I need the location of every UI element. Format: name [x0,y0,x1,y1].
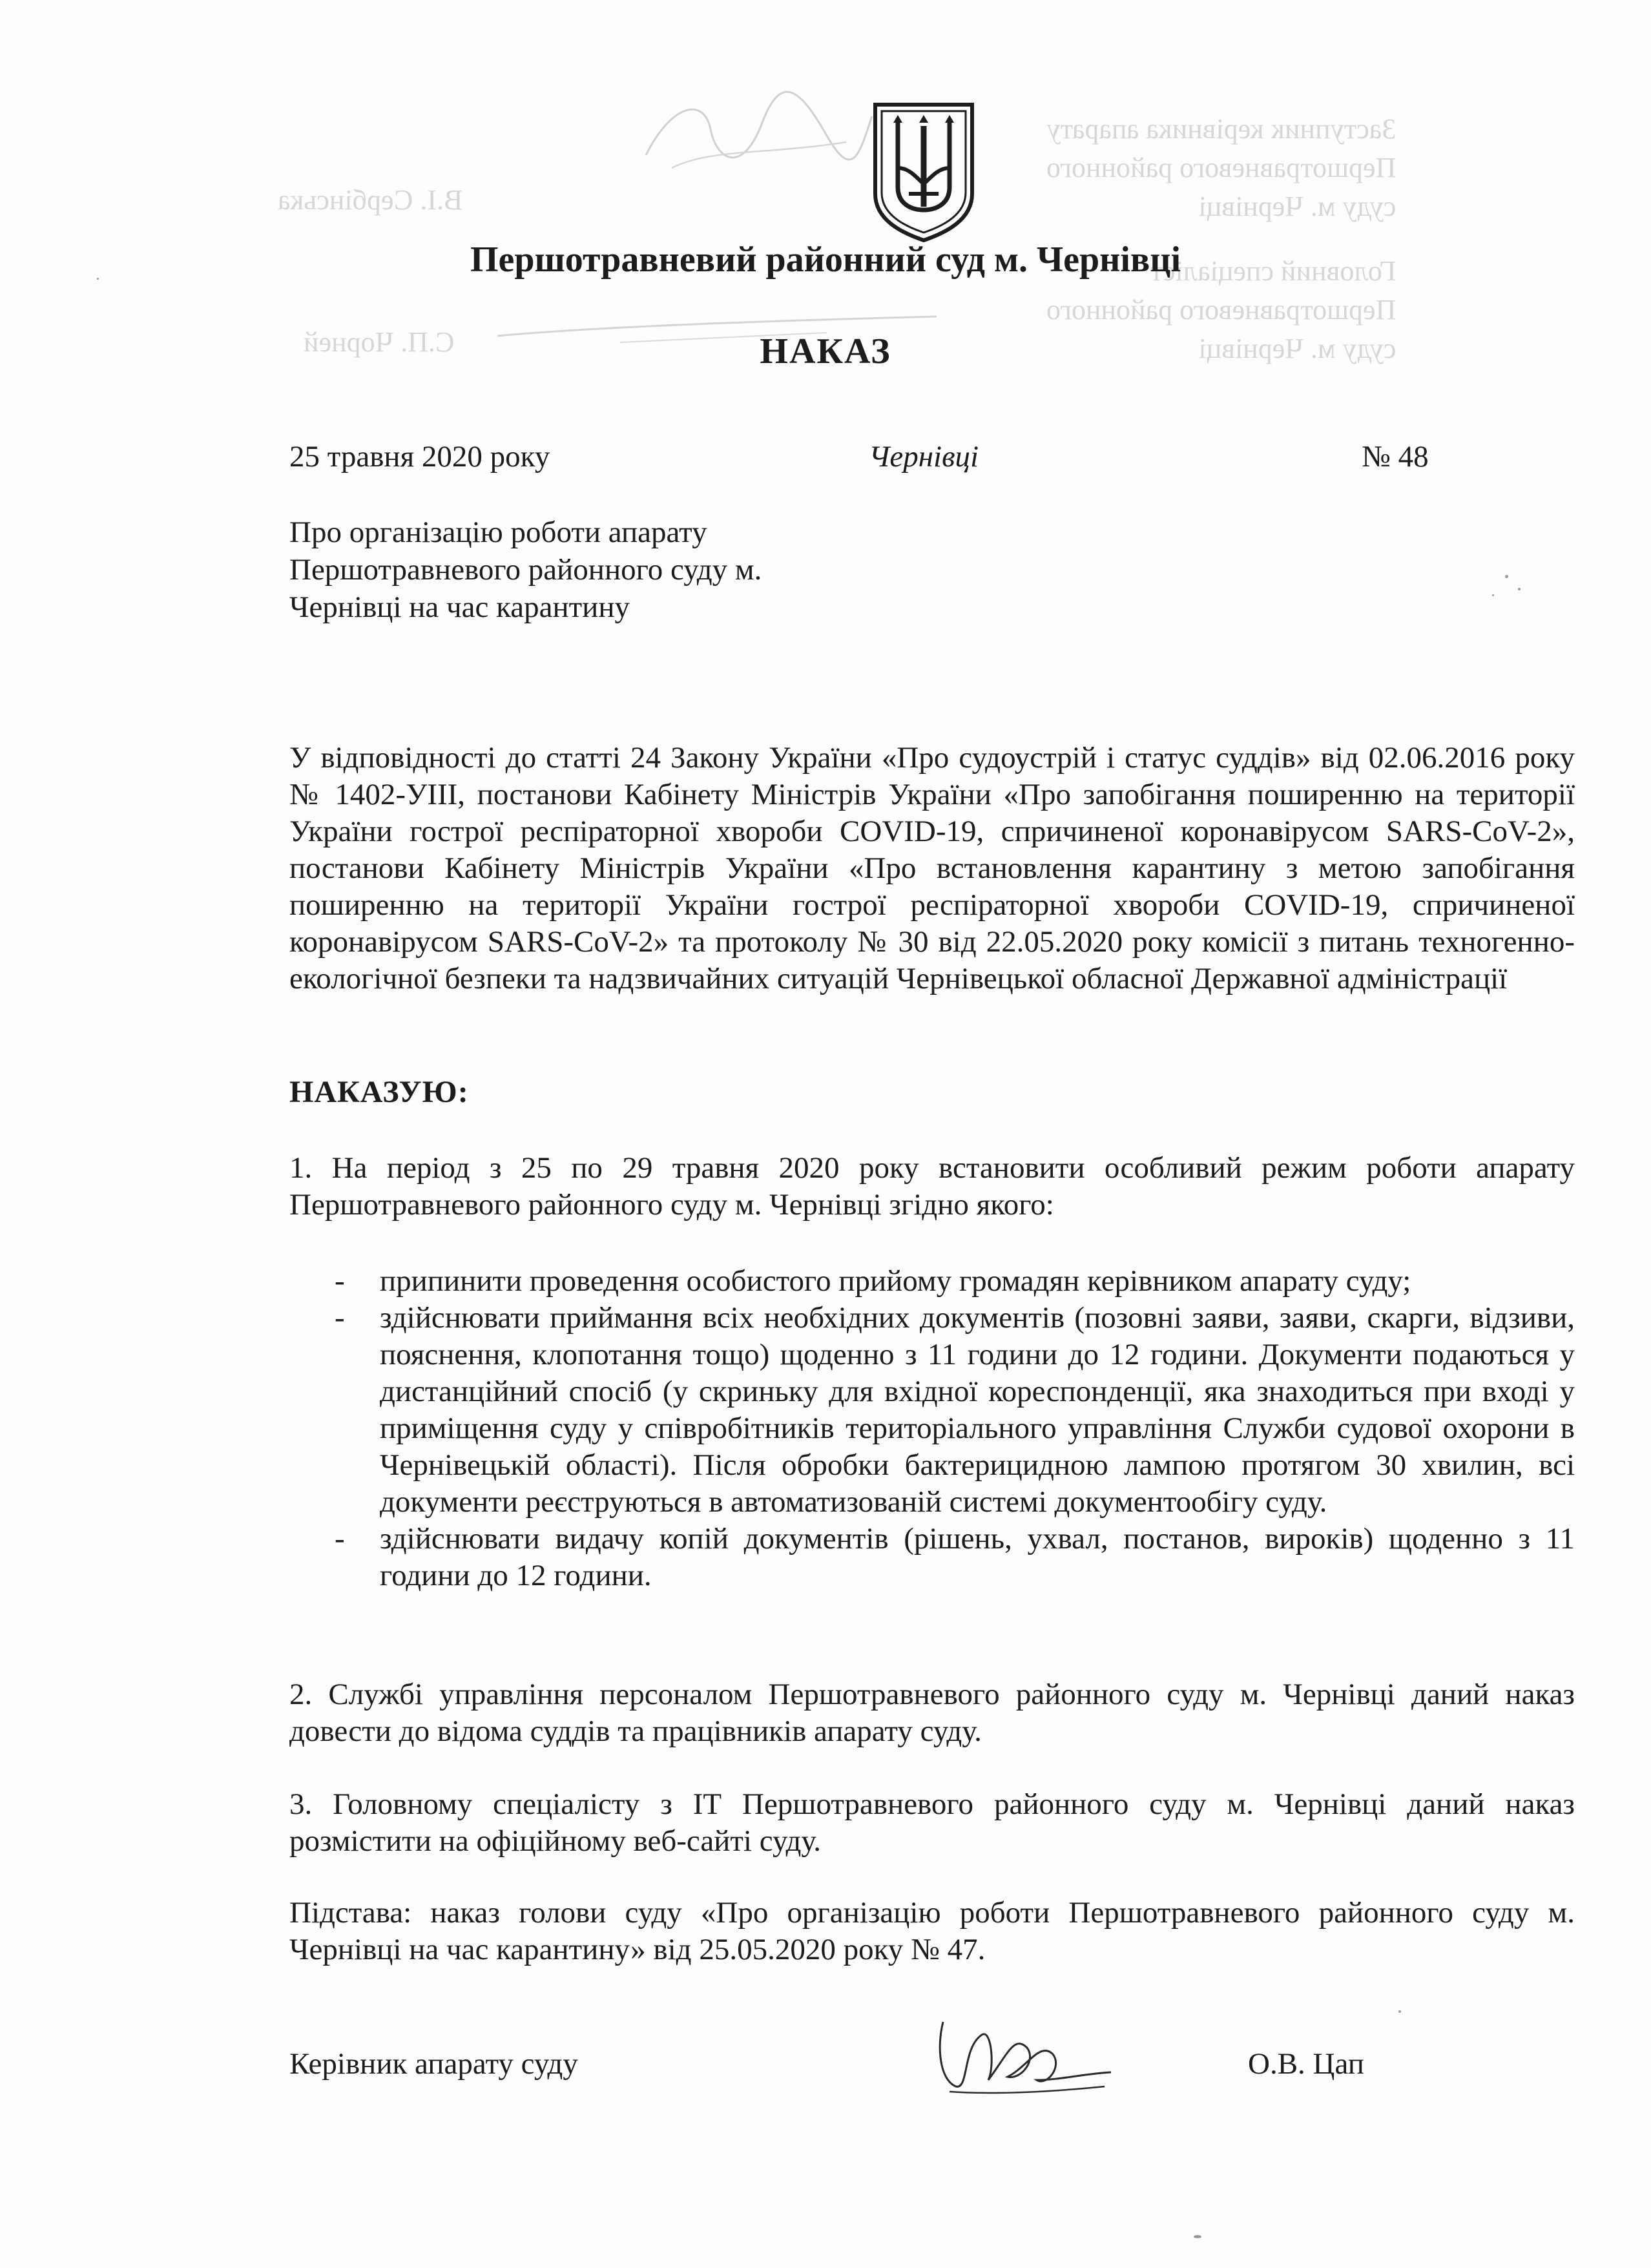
bleed-through-line: суду м. Чернівці [1198,191,1397,222]
order-preamble: У відповідності до статті 24 Закону України «Про судоустрій і статус суддів» від 02.06.2016 року № 1402-УІІІ, постанови Кабінету Міністрів України «Про запобігання поширенню на території України гострої респіраторної хвороби COVID-19, спричиненої коронавірусом SARS-CoV-2», постанови Кабінету Міністрів України «Про встановлення карантину з метою запобігання поширенню на території України гострої респіраторної хвороби COVID-19, спричиненої коронавірусом SARS-CoV-2» та протоколу № 30 від 22.05.2020 року комісії з питань техногенно-екологічної безпеки та надзвичайних ситуацій Чернівецької обласної Державної адміністрації [289,741,1575,995]
list-item-text: здійснювати приймання всіх необхідних документів (позовні заяви, заяви, скарги, відзиви, пояснення, клопотання тощо) щоденно з 11 години до 12 години. Документи подаються у дистанційний спосіб (у скриньку для вхідної кореспонденції, яка знаходиться при вході у приміщення суду у співробітників територіального управління Служби судової охорони в Чернівецькій області). Після обробки бактерицидною лампою протягом 30 хвилин, всі документи реєструються в автоматизованій системі документообігу суду. [380,1301,1575,1519]
dash-bullet: - [335,1522,345,1555]
bleed-through-name: В.І. Сербінська [278,184,463,216]
order-heading: НАКАЗУЮ: [289,1075,469,1109]
list-item [335,1300,1575,1521]
bleed-through-line: Першотравневого районного [1046,152,1397,183]
scan-speck [1398,2010,1401,2013]
order-item-1-list [335,1263,1575,1594]
order-subject: Про організацію роботи апарату Першотравневого районного суду м. Чернівці на час карантину [289,515,762,624]
handwritten-signature [930,2009,1117,2099]
bleed-through-name: С.П. Чорней [304,326,455,358]
bleed-through-line: Головний спеціаліст [1150,255,1397,287]
order-item-2: 2. Службі управління персоналом Першотравневого районного суду м. Чернівці даний наказ довести до відома суддів та працівників апарату суду. [289,1678,1575,1748]
scan-speck [1505,575,1508,578]
bleed-through-text [1046,110,1396,226]
order-item-3: 3. Головному спеціалісту з ІТ Першотравневого районного суду м. Чернівці даний наказ розмістити на офіційному веб-сайті суду. [289,1787,1575,1858]
order-city: Чернівці [869,440,979,473]
list-item [335,1521,1575,1594]
bleed-through-line: суду м. Чернівці [1198,333,1397,364]
order-item-1: 1. На період з 25 по 29 травня 2020 року встановити особливий режим роботи апарату Першотравневого районного суду м. Чернівці згідно якого: [289,1151,1575,1222]
order-date: 25 травня 2020 року [289,440,550,473]
bleed-through-signature [633,78,878,187]
order-number: № 48 [1362,440,1429,473]
signatory-role: Керівник апарату суду [289,2047,578,2081]
list-item-text: здійснювати видачу копій документів (рішень, ухвал, постанов, вироків) щоденно з 11 години до 12 години. [380,1522,1575,1592]
scan-speck [97,278,99,280]
document-type: НАКАЗ [760,331,891,371]
scan-speck [1518,588,1521,590]
list-item [335,1263,1575,1300]
dash-bullet: - [335,1264,345,1298]
bleed-through-line: Першотравневого районного [1046,294,1397,326]
dash-bullet: - [335,1301,345,1335]
coat-of-arms-icon [869,97,979,242]
scan-speck [1194,2235,1201,2238]
signatory-name: О.В. Цап [1248,2047,1364,2081]
organization-title: Першотравневий районний суд м. Чернівці [470,240,1181,280]
scan-speck [1492,594,1494,596]
list-item-text: припинити проведення особистого прийому громадян керівником апарату суду; [380,1264,1411,1298]
bleed-through-line: Заступник керівника апарату [1046,113,1397,145]
order-basis: Підстава: наказ голови суду «Про організацію роботи Першотравневого районного суду м. Чернівці на час карантину» від 25.05.2020 року № 47. [289,1896,1575,1966]
